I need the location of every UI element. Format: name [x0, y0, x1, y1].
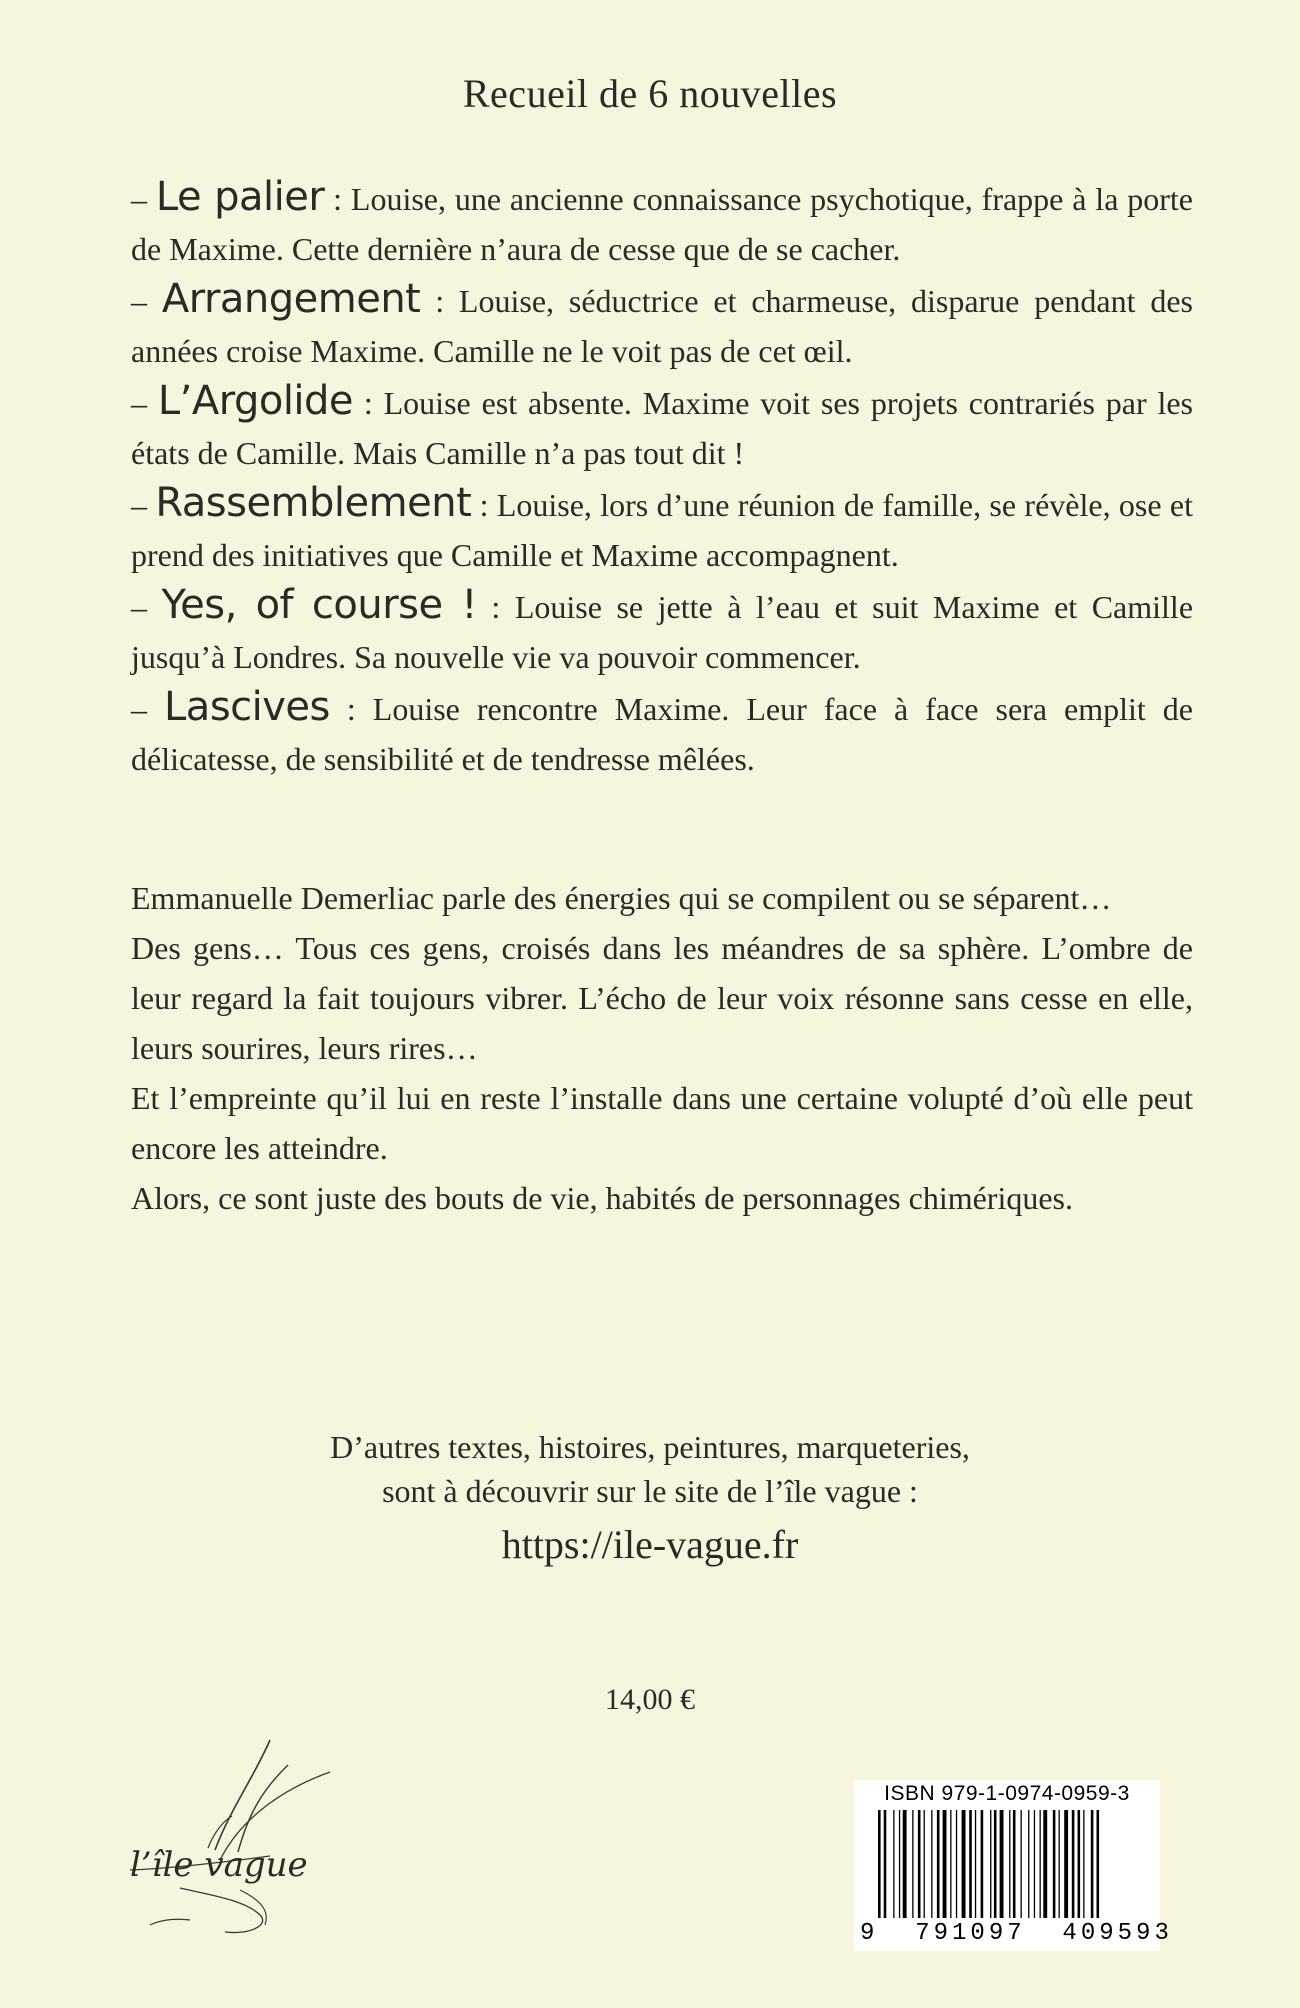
barcode-bar — [1013, 1810, 1016, 1918]
publisher-logo — [120, 1720, 380, 1940]
story-summary: : Louise, séductrice et charmeuse, disparue pendant des années croise Maxime. Camille ne le voit pas de cet œil. — [131, 283, 1194, 369]
barcode-bar — [994, 1810, 997, 1918]
story-title: Le palier — [155, 174, 325, 220]
story-summary: : Louise, lors d’une réunion de famille, se révèle, ose et prend des initiatives que Camille et Maxime accompagnent. — [131, 487, 1194, 573]
story-item — [131, 172, 1193, 274]
story-title: Yes, of course ! — [161, 582, 477, 628]
blurb-paragraph: Et l’empreinte qu’il lui en reste l’installe dans une certaine volupté d’où elle peut encore les atteindre. — [131, 1080, 1193, 1166]
barcode-digits: 9 791097 409593 — [860, 1920, 1173, 1947]
barcode-bar — [918, 1810, 921, 1918]
barcode-bar — [1000, 1810, 1004, 1918]
blurb-paragraph: Des gens… Tous ces gens, croisés dans les méandres de sa sphère. L’ombre de leur regard la fait toujours vibrer. L’écho de leur voix résonne sans cesse en elle, leurs sourires, leurs rires… — [131, 930, 1193, 1066]
barcode-bar — [903, 1810, 907, 1918]
story-summary: : Louise rencontre Maxime. Leur face à face sera emplit de délicatesse, de sensibilité et de tendresse mêlées. — [131, 691, 1194, 777]
story-dash: – — [131, 385, 158, 421]
barcode-bar — [1043, 1810, 1047, 1918]
story-dash: – — [131, 283, 162, 319]
story-dash: – — [131, 691, 165, 727]
blurb-paragraph: Alors, ce sont juste des bouts de vie, habités de personnages chimériques. — [131, 1180, 1073, 1216]
more-info — [0, 1425, 1300, 1573]
story-summary: : Louise se jette à l’eau et suit Maxime et Camille jusqu’à Londres. Sa nouvelle vie va pouvoir commencer. — [131, 589, 1194, 675]
barcode-bar — [1059, 1810, 1060, 1918]
barcode-bar — [969, 1810, 972, 1918]
barcode-bar — [1078, 1810, 1081, 1918]
barcode-bar — [931, 1810, 932, 1918]
barcode-bar — [893, 1810, 894, 1918]
barcode-bar — [878, 1810, 881, 1918]
barcode-bar — [1097, 1810, 1100, 1918]
barcode-bar — [912, 1810, 913, 1918]
story-title: Arrangement — [161, 276, 421, 322]
barcode-bar — [950, 1810, 951, 1918]
barcode-bar — [1064, 1810, 1068, 1918]
story-list — [131, 172, 1193, 784]
barcode-bar — [1091, 1810, 1094, 1918]
barcode-bar — [1040, 1810, 1041, 1918]
more-info-line: sont à découvrir sur le site de l’île vague : — [382, 1473, 918, 1509]
barcode-bar — [943, 1810, 947, 1918]
barcode-bar — [981, 1810, 984, 1918]
story-item — [131, 580, 1193, 682]
more-info-line: D’autres textes, histoires, peintures, marqueteries, — [330, 1429, 970, 1465]
barcode-bar — [1021, 1810, 1022, 1918]
barcode-bar — [937, 1810, 940, 1918]
barcode-bar — [899, 1810, 900, 1918]
barcode-bar — [1009, 1810, 1010, 1918]
barcode-bar — [956, 1810, 957, 1918]
logo-text: l’île vague — [130, 1845, 308, 1885]
barcode-bar — [1083, 1810, 1084, 1918]
story-dash: – — [131, 589, 162, 625]
story-title: Rassemblement — [155, 480, 472, 526]
story-item — [131, 376, 1193, 478]
barcode-bar — [975, 1810, 976, 1918]
barcode-bar — [962, 1810, 966, 1918]
author-blurb — [131, 873, 1193, 1223]
story-title: Lascives — [164, 684, 330, 730]
collection-title: Recueil de 6 nouvelles — [462, 71, 838, 116]
blurb-paragraph: Emmanuelle Demerliac parle des énergies qui se compilent ou se séparent… — [131, 880, 1112, 916]
barcode-bar — [1034, 1810, 1035, 1918]
story-summary: : Louise, une ancienne connaissance psychotique, frappe à la porte de Maxime. Cette dernière n’aura de cesse que de se cacher. — [131, 181, 1194, 267]
story-summary: : Louise est absente. Maxime voit ses projets contrariés par les états de Camille. Mais Camille n’a pas tout dit ! — [131, 385, 1193, 471]
barcode-bar — [924, 1810, 925, 1918]
barcode-bar — [884, 1810, 887, 1918]
barcode-icon — [878, 1810, 1148, 1918]
barcode-bar — [1028, 1810, 1029, 1918]
story-item — [131, 682, 1193, 784]
story-dash: – — [131, 487, 156, 523]
barcode-bar — [1053, 1810, 1056, 1918]
barcode-bar — [1072, 1810, 1075, 1918]
website-link[interactable]: https://ile-vague.fr — [501, 1522, 799, 1567]
barcode-bar — [990, 1810, 991, 1918]
story-item — [131, 274, 1193, 376]
price: 14,00 € — [605, 1683, 695, 1716]
isbn-label: ISBN 979-1-0974-0959-3 — [884, 1782, 1130, 1805]
story-dash: – — [131, 181, 156, 217]
story-item — [131, 478, 1193, 580]
story-title: L’Argolide — [157, 378, 354, 424]
